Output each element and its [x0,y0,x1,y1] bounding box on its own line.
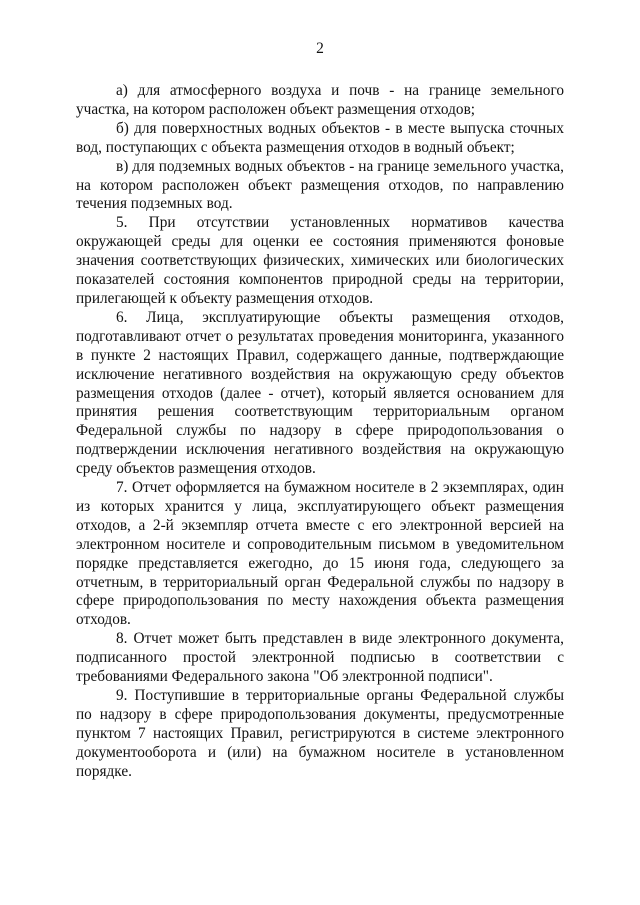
paragraph-5: 5. При отсутствии установленных нормативов качества окружающей среды для оценки ее состояния применяются фоновые значения соответствующих физических, химических или биологических показателей состояния компонентов природной среды на территории, прилегающей к объекту размещения отходов. [76,214,564,307]
page-number: 2 [316,40,324,57]
paragraph-b: б) для поверхностных водных объектов - в месте выпуска сточных вод, поступающих с объекта размещения отходов в водный объект; [76,119,564,156]
paragraph-a: а) для атмосферного воздуха и почв - на границе земельного участка, на котором расположен объект размещения отходов; [76,82,564,118]
paragraph-6: 6. Лица, эксплуатирующие объекты размещения отходов, подготавливают отчет о результатах проведения мониторинга, указанного в пункте 2 настоящих Правил, содержащего данные, подтверждающие исключение негативного воздействия на окружающую среду объектов размещения отходов (далее - отчет), который является основанием для принятия решения соответствующим территориальным органом Федеральной службы по надзору в сфере природопользования о подтверждении исключения негативного воздействия на окружающую среду объектов размещения отходов. [76,308,564,478]
paragraph-7: 7. Отчет оформляется на бумажном носителе в 2 экземплярах, один из которых хранится у лица, эксплуатирующего объект размещения отходов, а 2-й экземпляр отчета вместе с его электронной версией на электронном носителе и сопроводительным письмом в уведомительном порядке представляется ежегодно, до 15 июня года, следующего за отчетным, в территориальный орган Федеральной службы по надзору в сфере природопользования по месту нахождения объекта размещения отходов. [76,479,564,629]
document-body [76,82,564,782]
paragraph-9: 9. Поступившие в территориальные органы Федеральной службы по надзору в сфере природопользования документы, предусмотренные пунктом 7 настоящих Правил, регистрируются в системе электронного документооборота и (или) на бумажном носителе в установленном порядке. [76,687,564,780]
paragraph-v: в) для подземных водных объектов - на границе земельного участка, на котором расположен объект размещения отходов, по направлению течения подземных вод. [76,157,564,213]
paragraph-8: 8. Отчет может быть представлен в виде электронного документа, подписанного простой электронной подписью в соответствии с требованиями Федерального закона "Об электронной подписи". [76,630,564,686]
